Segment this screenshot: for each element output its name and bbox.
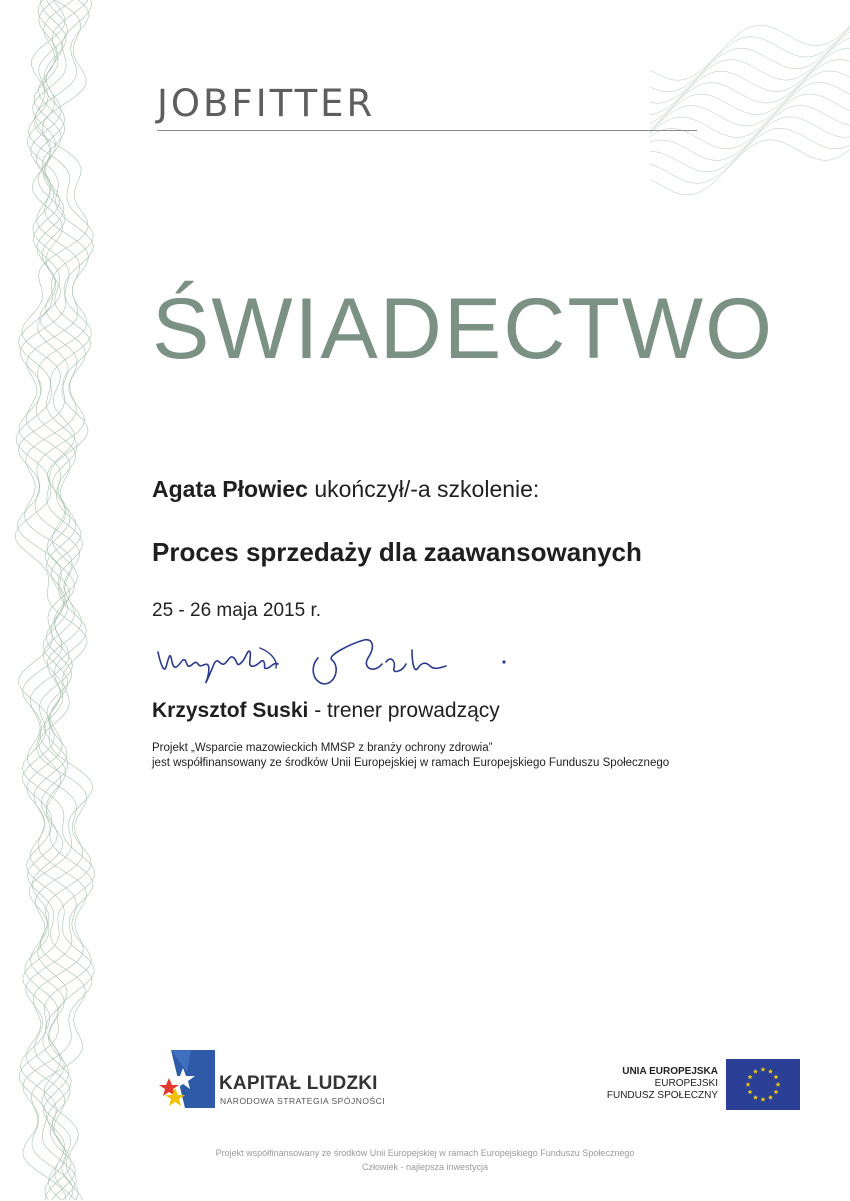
course-name: Proces sprzedaży dla zaawansowanych (152, 537, 642, 567)
eu-fund-label (607, 1066, 718, 1102)
eu-line3: FUNDUSZ SPOŁECZNY (606, 1090, 718, 1101)
footer-slogan: Człowiek - najlepsza inwestycja (361, 1162, 489, 1172)
eu-line2: EUROPEJSKI (654, 1078, 718, 1089)
eu-title: UNIA EUROPEJSKA (622, 1066, 718, 1077)
eu-flag-icon (726, 1059, 800, 1110)
trainer-name: Krzysztof Suski (152, 699, 309, 722)
footer-line1: Projekt współfinansowany ze środków Unii Europejskiej w ramach Europejskiego Funduszu Społecznego (215, 1148, 635, 1158)
certificate-title: ŚWIADECTWO (152, 281, 774, 377)
header-divider (157, 130, 697, 131)
completed-text: ukończył/-a szkolenie: (314, 476, 540, 502)
project-note (152, 741, 669, 771)
kapital-ludzki-title: KAPITAŁ LUDZKI (219, 1073, 378, 1094)
footer (0, 1146, 850, 1174)
recipient-name: Agata Płowiec (152, 476, 308, 502)
project-note-line1: Projekt „Wsparcie mazowieckich MMSP z branży ochrony zdrowia” (152, 742, 493, 754)
guilloche-border (0, 0, 110, 1201)
kapital-ludzki-logo-icon (155, 1050, 215, 1108)
trainer-line (152, 699, 500, 723)
brand-logo: JOBFITTER (157, 82, 376, 125)
course-dates: 25 - 26 maja 2015 r. (152, 600, 321, 621)
trainer-signature (150, 622, 530, 692)
trainer-role: - trener prowadzący (314, 699, 500, 722)
completion-statement (152, 476, 539, 503)
project-note-line2: jest współfinansowany ze środków Unii Europejskiej w ramach Europejskiego Funduszu Społecznego (152, 757, 670, 769)
kapital-ludzki-subtitle: NARODOWA STRATEGIA SPÓJNOŚCI (220, 1096, 386, 1106)
guilloche-corner (650, 0, 850, 200)
